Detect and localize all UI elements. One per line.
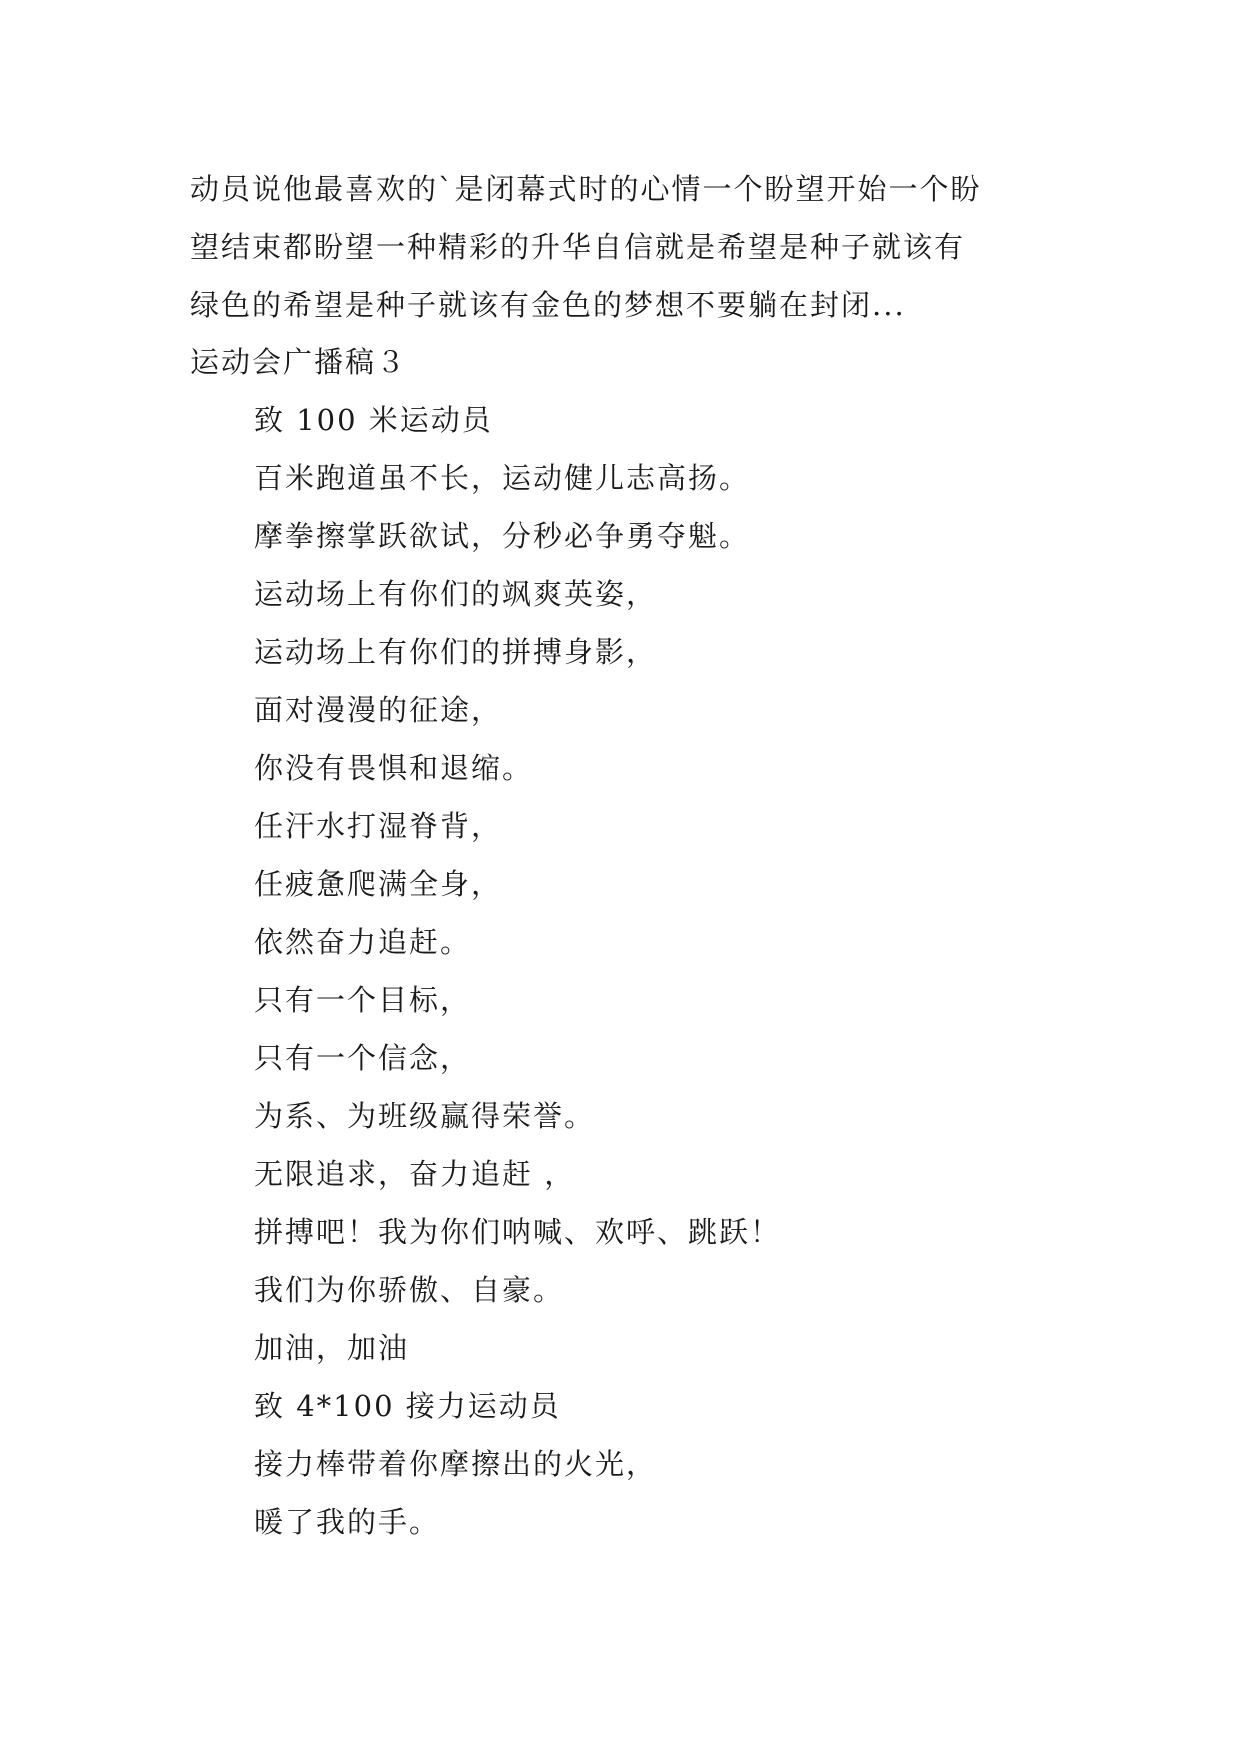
- poem-line: 摩拳擦掌跃欲试，分秒必争勇夺魁。: [254, 519, 751, 553]
- poem-line: 无限追求，奋力追赶 ，: [254, 1157, 576, 1191]
- poem-line: 任汗水打湿脊背，: [254, 809, 503, 843]
- poem-line: 任疲惫爬满全身，: [254, 867, 503, 901]
- poem-line: 加油，加油: [254, 1331, 410, 1365]
- poem-line: 我们为你骄傲、自豪。: [254, 1273, 565, 1307]
- poem-line: 只有一个信念，: [254, 1041, 472, 1075]
- poem-line: 运动场上有你们的拼搏身影，: [254, 635, 658, 669]
- poem-line: 致 100 米运动员: [254, 403, 493, 437]
- poem-line: 只有一个目标，: [254, 983, 472, 1017]
- poem-line: 拼搏吧！我为你们呐喊、欢呼、跳跃！: [254, 1215, 782, 1249]
- poem-line: 运动场上有你们的飒爽英姿，: [254, 577, 658, 611]
- poem-line: 依然奋力追赶。: [254, 925, 472, 959]
- intro-line: 绿色的希望是种子就该有金色的梦想不要躺在封闭...: [190, 288, 906, 322]
- poem-line: 暖了我的手。: [254, 1505, 441, 1539]
- intro-line: 动员说他最喜欢的`是闭幕式时的心情一个盼望开始一个盼: [190, 172, 982, 206]
- intro-paragraph: [190, 160, 1070, 334]
- intro-line: 望结束都盼望一种精彩的升华自信就是希望是种子就该有: [190, 230, 966, 264]
- section-title: 运动会广播稿３: [190, 345, 408, 379]
- poem-lines: [254, 391, 781, 1551]
- poem-line: 接力棒带着你摩擦出的火光，: [254, 1447, 658, 1481]
- poem-line: 为系、为班级赢得荣誉。: [254, 1099, 596, 1133]
- poem-line: 你没有畏惧和退缩。: [254, 751, 534, 785]
- poem-line: 百米跑道虽不长，运动健儿志高扬。: [254, 461, 751, 495]
- poem-line: 致 4*100 接力运动员: [254, 1389, 561, 1423]
- poem-line: 面对漫漫的征途，: [254, 693, 503, 727]
